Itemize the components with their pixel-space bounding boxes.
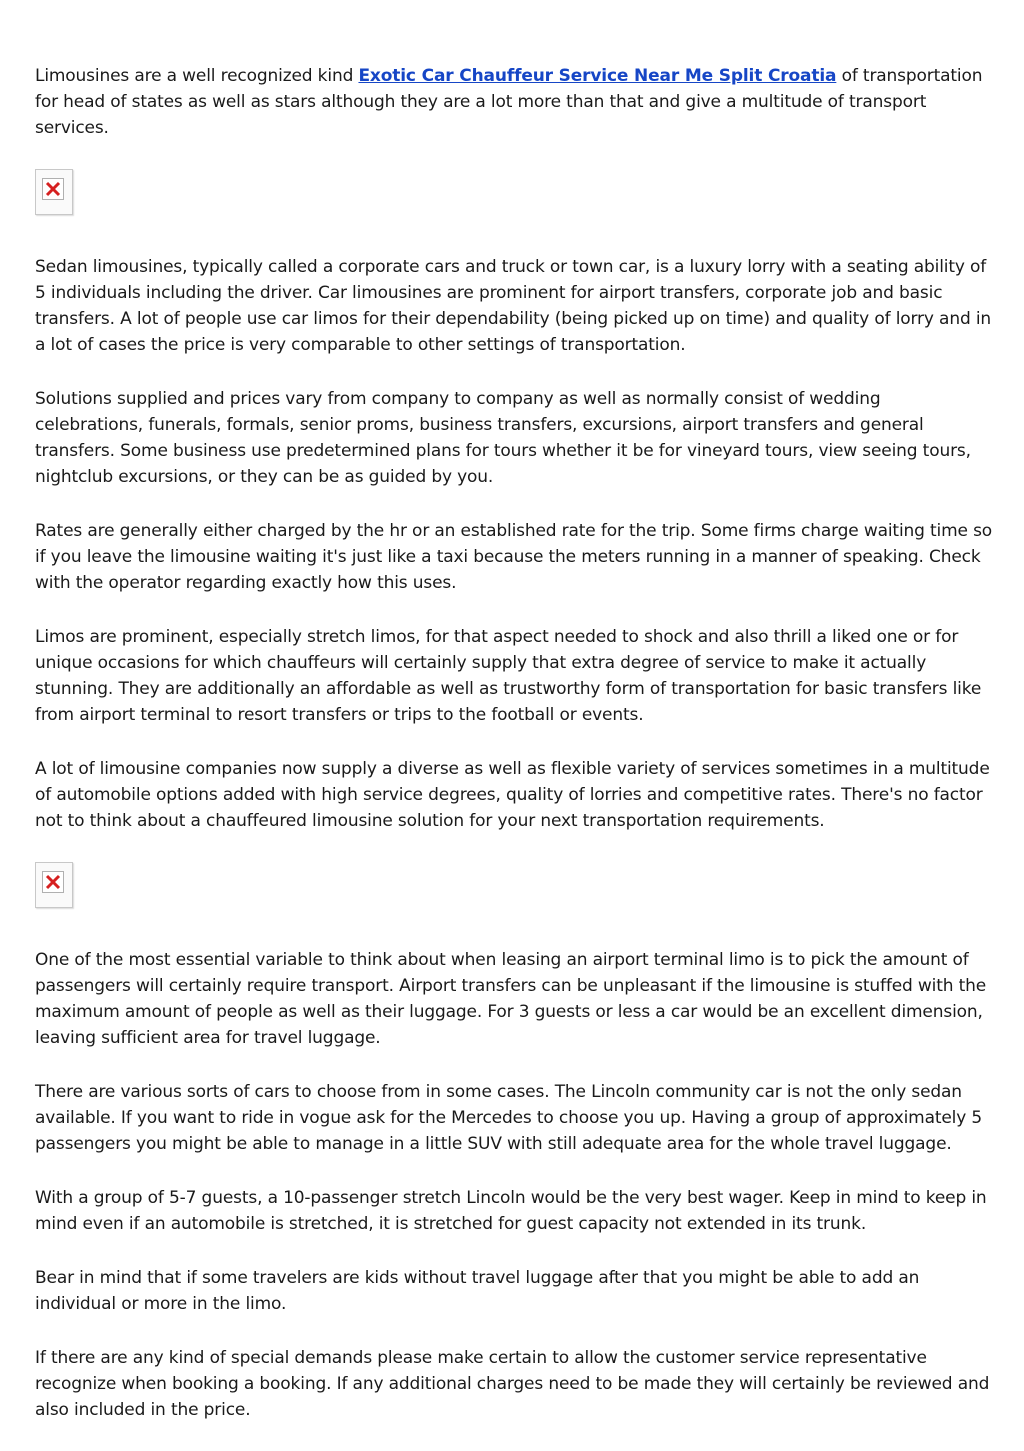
- broken-image-2: [35, 862, 73, 908]
- broken-image-1: [35, 169, 73, 215]
- intro-text-after-link: of transportation for head of states as well as stars although they are a lot more than that and give a multitude of transport services.: [35, 66, 983, 138]
- paragraph-sedan-limousines: Sedan limousines, typically called a corporate cars and truck or town car, is a luxury lorry with a seating ability of 5 individuals including the driver. Car limousines are prominent for airport transfers, corporate job and basic transfers. A lot of people use car limos for their dependability (being picked up on time) and quality of lorry and in a lot of cases the price is very comparable to other settings of transportation.: [35, 257, 992, 355]
- broken-image-icon: [42, 178, 64, 200]
- paragraph-special-demands: If there are any kind of special demands please make certain to allow the customer service representative recognize when booking a booking. If any additional charges need to be made they will certainly be reviewed and also included in the price.: [35, 1348, 990, 1420]
- paragraph-group-of-guests: With a group of 5-7 guests, a 10-passenger stretch Lincoln would be the very best wager. Keep in mind to keep in mind even if an automobile is stretched, it is stretched for guest capacity not extended in its trunk.: [35, 1188, 987, 1234]
- intro-paragraph: [35, 63, 993, 141]
- paragraph-limousine-companies: A lot of limousine companies now supply a diverse as well as flexible variety of services sometimes in a multitude of automobile options added with high service degrees, quality of lorries and competitive rates. There's no factor not to think about a chauffeured limousine solution for your next transportation requirements.: [35, 759, 990, 831]
- paragraph-limos-prominent: Limos are prominent, especially stretch limos, for that aspect needed to shock and also thrill a liked one or for unique occasions for which chauffeurs will certainly supply that extra degree of service to make it actually stunning. They are additionally an affordable as well as trustworthy form of transportation for basic transfers like from airport terminal to resort transfers or trips to the football or events.: [35, 627, 982, 725]
- paragraph-solutions-supplied: Solutions supplied and prices vary from company to company as well as normally consist of wedding celebrations, funerals, formals, senior proms, business transfers, excursions, airport transfers and general transfers. Some business use predetermined plans for tours whether it be for vineyard tours, view seeing tours, nightclub excursions, or they can be as guided by you.: [35, 389, 971, 487]
- paragraph-sorts-of-cars: There are various sorts of cars to choose from in some cases. The Lincoln community car is not the only sedan available. If you want to ride in vogue ask for the Mercedes to choose you up. Having a group of approximately 5 passengers you might be able to manage in a little SUV with still adequate area for the whole travel luggage.: [35, 1082, 983, 1154]
- document-page: [35, 63, 993, 1451]
- paragraph-bear-in-mind: Bear in mind that if some travelers are kids without travel luggage after that you might be able to add an individual or more in the limo.: [35, 1268, 920, 1314]
- exotic-car-chauffeur-link[interactable]: Exotic Car Chauffeur Service Near Me Split Croatia: [358, 66, 837, 86]
- paragraph-rates: Rates are generally either charged by the hr or an established rate for the trip. Some firms charge waiting time so if you leave the limousine waiting it's just like a taxi because the meters running in a manner of speaking. Check with the operator regarding exactly how this uses.: [35, 521, 993, 593]
- broken-image-icon: [42, 871, 64, 893]
- intro-text-before-link: Limousines are a well recognized kind: [35, 66, 359, 86]
- paragraph-essential-variable: One of the most essential variable to think about when leasing an airport terminal limo is to pick the amount of passengers will certainly require transport. Airport transfers can be unpleasant if the limousine is stuffed with the maximum amount of people as well as their luggage. For 3 guests or less a car would be an excellent dimension, leaving sufficient area for travel luggage.: [35, 950, 987, 1048]
